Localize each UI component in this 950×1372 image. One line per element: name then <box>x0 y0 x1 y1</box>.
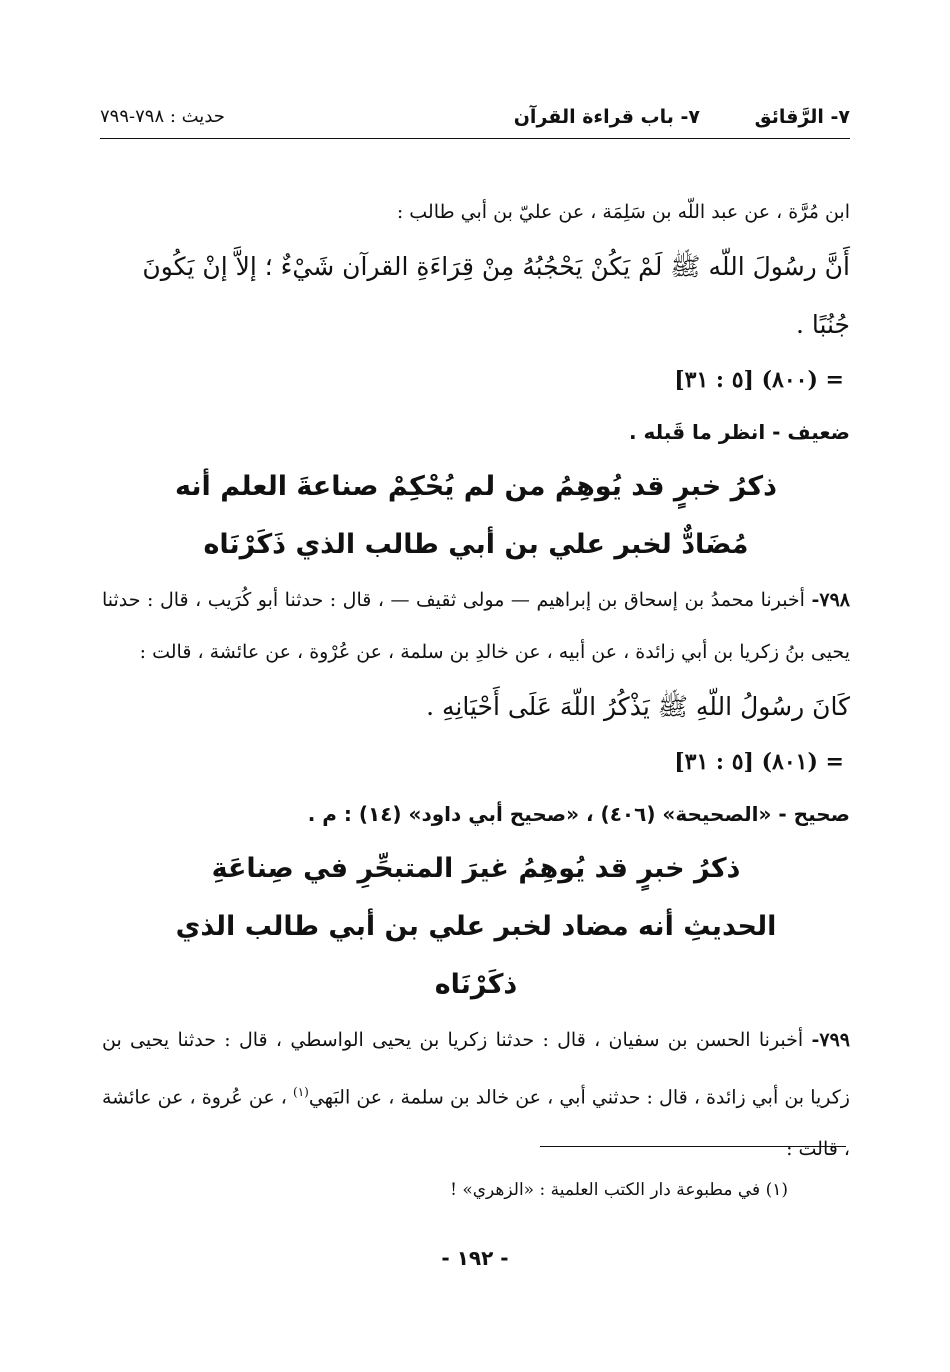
running-header <box>100 104 850 139</box>
hadith-798-narration: أخبرنا محمدُ بن إسحاق بن إبراهيم — مولى ثقيف — ، قال : حدثنا أبو كُرَيب ، قال : حدثنا يحيى بنُ زكريا بن أبي زائدة ، عن أبيه ، عن خالدِ بن سلمة ، عن عُرْوة ، عن عائشة ، قالت : <box>102 589 850 663</box>
chapter-heading-1: ذكرُ خبرٍ قد يُوهِمُ من لم يُحْكِمْ صناعةَ العلم أنه مُضَادٌّ لخبر علي بن أبي طالب الذي ذَكَرْنَاه <box>175 471 777 560</box>
header-chapter: ٧- الرَّقائق <box>754 106 850 128</box>
footnote-marker[interactable]: (١) <box>293 1085 309 1099</box>
chapter-heading-2-block <box>162 840 790 1014</box>
cross-reference-1: = (٨٠٠) [٥ : ٣١] <box>674 367 844 393</box>
hadith-799-narration-end: ، عن عُروة ، عن عائشة ، قالت : <box>102 1086 850 1161</box>
hadith-799-narration: أخبرنا الحسن بن سفيان ، قال : حدثنا زكريا بن يحيى الواسطي ، قال : حدثنا يحيى بن زكريا بن أبي زائدة ، قال : حدثني أبي ، عن خالد بن سلمة ، عن البَهي <box>102 1029 850 1109</box>
cross-reference-2: = (٨٠١) [٥ : ٣١] <box>674 749 844 775</box>
hadith-799-chain <box>102 1014 850 1175</box>
header-hadith-range: حديث : ٧٩٨-٧٩٩ <box>100 106 225 127</box>
hadith-798-chain <box>102 574 850 678</box>
chapter-heading-1-block <box>162 458 790 574</box>
grading-2: صحيح - «الصحيحة» (٤٠٦) ، «صحيح أبي داود» (١٤) : م . <box>307 802 850 826</box>
footnote-1: (١) في مطبوعة دار الكتب العلمية : «الزهري» ! <box>450 1180 788 1200</box>
hadith-text-2: كَانَ رسُولُ اللّهِ ﷺ يَذْكُرُ اللّهَ عَلَى أَحْيَانِهِ . <box>426 692 850 721</box>
header-section: ٧- باب قراءة القرآن <box>513 106 700 128</box>
footnote-divider <box>540 1146 846 1147</box>
narration-chain-1: ابن مُرَّة ، عن عبد اللّه بن سَلِمَة ، عن عليّ بن أبي طالب : <box>396 201 850 223</box>
page-body <box>102 186 850 1175</box>
hadith-798-number: ٧٩٨- <box>811 589 850 611</box>
grading-1: ضعيف - انظر ما قَبله . <box>628 420 850 444</box>
hadith-text-1: أَنَّ رسُولَ اللّه ﷺ لَمْ يَكُنْ يَحْجُبُهُ مِنْ قِرَاءَةِ القرآن شَيْءٌ ؛ إلاَّ إنْ يَكُونَ جُنُبًا . <box>142 252 850 339</box>
chapter-heading-2: ذكرُ خبرٍ قد يُوهِمُ غيرَ المتبحِّرِ في صِناعَةِ الحديثِ أنه مضاد لخبر علي بن أبي طالب الذي ذكَرْنَاه <box>175 853 777 1000</box>
hadith-799-number: ٧٩٩- <box>811 1029 850 1051</box>
page-number: - ١٩٢ - <box>441 1246 509 1270</box>
